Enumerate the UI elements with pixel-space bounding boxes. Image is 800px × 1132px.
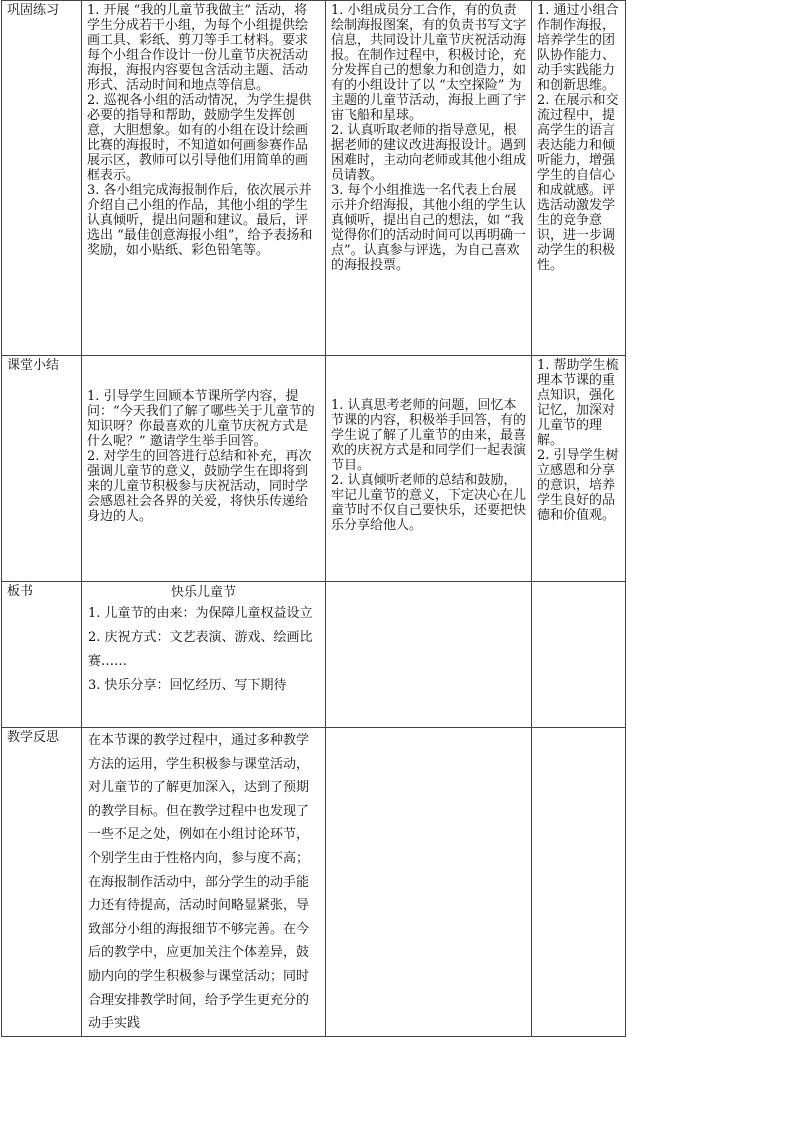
student-step-2: 2. 认真听取老师的指导意见，根据老师的建议改进海报设计。遇到困难时，主动向老师或其他小组成员请教。: [331, 123, 527, 183]
row-label-summary: 课堂小结: [2, 356, 82, 582]
student-step-2: 2. 认真倾听老师的总结和鼓励，牢记儿童节的意义，下定决心在儿童节时不仅自己要快乐，还要把快乐分享给他人。: [331, 473, 527, 533]
student-step-1: 1. 小组成员分工合作，有的负责绘制海报图案，有的负责书写文字信息，共同设计儿童节庆祝活动海报。在制作过程中，积极讨论，充分发挥自己的想象力和创造力，如有的小组设计了以 “太空探险” 为主题的儿童节活动，海报上画了宇宙飞船和星球。: [331, 3, 527, 123]
board-line-3: 3. 快乐分享：回忆经历、写下期待: [88, 678, 287, 693]
lesson-plan-table: [1, 0, 626, 1037]
board-line-1: 1. 儿童节的由来：为保障儿童权益设立: [88, 606, 313, 621]
intent-1: 1. 帮助学生梳理本节课的重点知识，强化记忆，加深对儿童节的理解。: [537, 358, 619, 448]
teacher-step-3: 3. 各小组完成海报制作后，依次展示并介绍自己小组的作品，其他小组的学生认真倾听，提出问题和建议。最后，评选出 “最佳创意海报小组”，给予表扬和奖励，如小贴纸、彩色铅笔等。: [87, 183, 313, 258]
row-reflection: [2, 728, 626, 1037]
design-intent-practice: [532, 1, 626, 356]
board-empty-cell-1: [326, 582, 532, 728]
intent-1: 1. 通过小组合作制作海报，培养学生的团队协作能力、动手实践能力和创新思维。: [537, 3, 619, 93]
reflection-empty-cell-2: [532, 728, 626, 1037]
reflection-text: 在本节课的教学过程中，通过多种教学方法的运用，学生积极参与课堂活动，对儿童节的了解更加深入，达到了预期的教学目标。但在教学过程中也发现了一些不足之处，例如在小组讨论环节，个别学生由于性格内向，参与度不高；在海报制作活动中，部分学生的动手能力还有待提高，活动时间略显紧张，导致部分小组的海报细节不够完善。在今后的教学中，应更加关注个体差异，鼓励内向的学生积极参与课堂活动；同时合理安排教学时间，给予学生更充分的动手实践: [88, 733, 310, 1032]
board-content: [82, 582, 326, 728]
board-empty-cell-2: [532, 582, 626, 728]
teacher-step-2: 2. 对学生的回答进行总结和补充，再次强调儿童节的意义，鼓励学生在即将到来的儿童节积极参与庆祝活动，同时学会感恩社会各界的关爱，将快乐传递给身边的人。: [87, 449, 312, 524]
row-practice: [2, 1, 626, 356]
student-step-3: 3. 每个小组推选一名代表上台展示并介绍海报，其他小组的学生认真倾听，提出自己的想法，如 “我觉得你们的活动时间可以再明确一点”。认真参与评选，为自己喜欢的海报投票。: [331, 183, 527, 273]
design-intent-summary: [532, 356, 626, 582]
student-activity-summary: [326, 356, 532, 582]
student-activity-practice: [326, 1, 532, 356]
row-label-practice: 巩固练习: [2, 1, 82, 356]
student-step-1: 1. 认真思考老师的问题，回忆本节课的内容，积极举手回答，有的学生说了解了儿童节的由来，最喜欢的庆祝方式是和同学们一起表演节目。: [331, 398, 527, 473]
reflection-content: [82, 728, 326, 1037]
reflection-empty-cell-1: [326, 728, 532, 1037]
row-board: [2, 582, 626, 728]
intent-2: 2. 引导学生树立感恩和分享的意识，培养学生良好的品德和价值观。: [537, 448, 619, 523]
teacher-activity-practice: [82, 1, 326, 356]
intent-2: 2. 在展示和交流过程中，提高学生的语言表达能力和倾听能力，增强学生的自信心和成就感。评选活动激发学生的竞争意识，进一步调动学生的积极性。: [537, 93, 619, 273]
board-title: 快乐儿童节: [170, 585, 236, 600]
teacher-step-2: 2. 巡视各小组的活动情况，为学生提供必要的指导和帮助，鼓励学生发挥创意，大胆想象。如有的小组在设计绘画比赛的海报时，不知道如何画参赛作品展示区，教师可以引导他们用简单的画框表示。: [87, 93, 312, 183]
teacher-step-1: 1. 引导学生回顾本节课所学内容，提问：“今天我们了解了哪些关于儿童节的知识呀？你最喜欢的儿童节庆祝方式是什么呢？” 邀请学生举手回答。: [87, 389, 315, 449]
teacher-step-1: 1. 开展 “我的儿童节我做主” 活动，将学生分成若干小组，为每个小组提供绘画工具、彩纸、剪刀等手工材料。要求每个小组合作设计一份儿童节庆祝活动海报，海报内容要包含活动主题、活动形式、活动时间和地点等信息。: [87, 3, 309, 93]
board-line-2: 2. 庆祝方式：文艺表演、游戏、绘画比赛……: [88, 630, 313, 669]
row-label-reflection: 教学反思: [2, 728, 82, 1037]
row-label-board: 板书: [2, 582, 82, 728]
row-summary: [2, 356, 626, 582]
teacher-activity-summary: [82, 356, 326, 582]
